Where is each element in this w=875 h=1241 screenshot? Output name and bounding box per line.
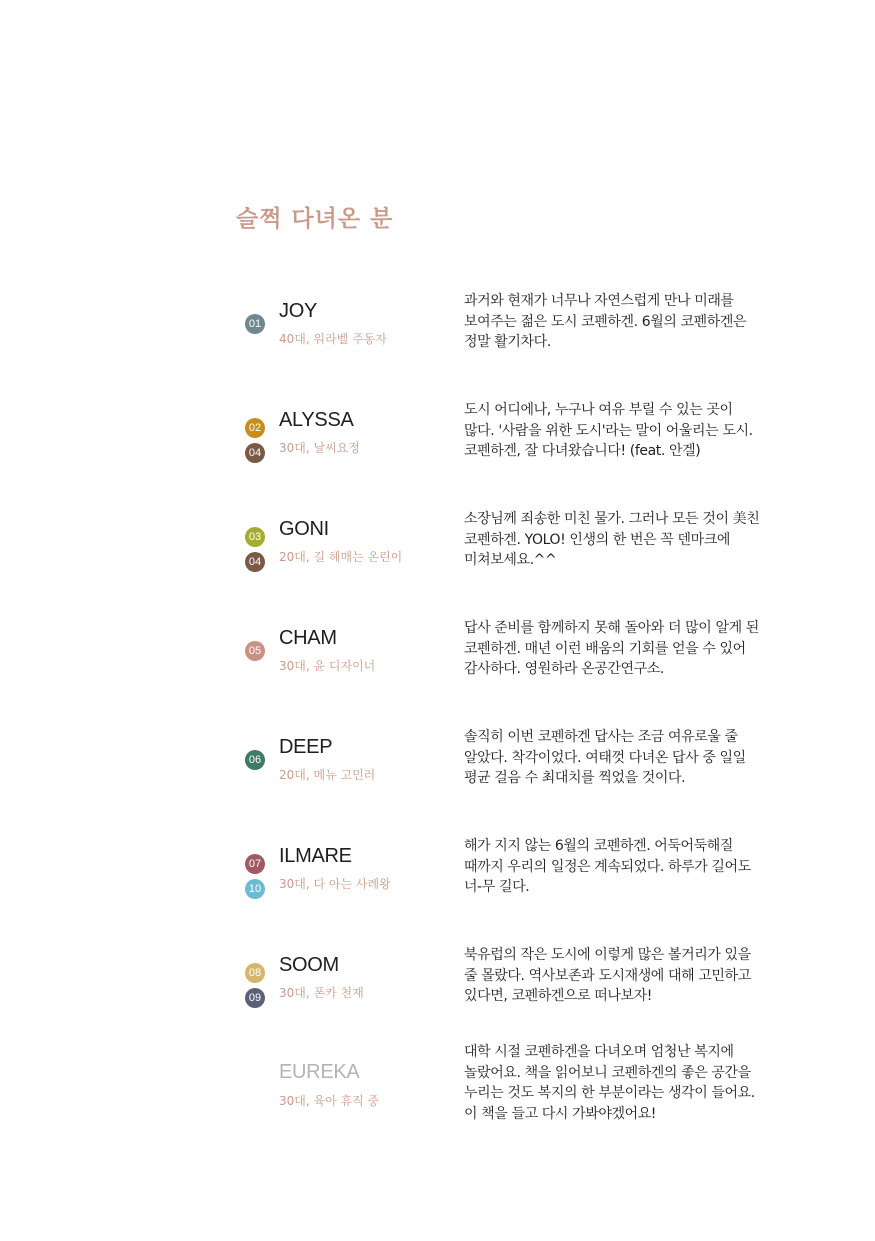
reviewer-subtitle: 30대, 윤 디자이너	[279, 659, 376, 673]
reviewer-quote: 대학 시절 코펜하겐을 다녀오며 엄청난 복지에 놀랐어요. 책을 읽어보니 코펜하겐의 좋은 공간을 누리는 것도 복지의 한 부분이라는 생각이 들어요. 이 책을 들고 다시 가봐야겠어요!	[464, 1044, 755, 1122]
reviewer-subtitle: 30대, 날씨요정	[279, 441, 360, 455]
reviewer-quote: 솔직히 이번 코펜하겐 답사는 조금 여유로울 줄 알았다. 착각이었다. 여태껏 다녀온 답사 중 일일 평균 걸음 수 최대치를 찍었을 것이다.	[464, 729, 746, 786]
reviewer-subtitle: 30대, 폰카 천재	[279, 986, 364, 1000]
reviewer-quote: 해가 지지 않는 6월의 코펜하겐. 어둑어둑해질 때까지 우리의 일정은 계속되었다. 하루가 길어도 너-무 길다.	[464, 838, 751, 895]
reviewer-subtitle: 20대, 메뉴 고민러	[279, 768, 376, 782]
reviewer-entry	[0, 833, 875, 913]
reviewer-subtitle: 40대, 워라벨 주동자	[279, 332, 387, 346]
reviewer-subtitle: 30대, 육아 휴직 중	[279, 1094, 380, 1108]
reviewer-name: EUREKA	[279, 1061, 360, 1083]
number-badge: 10	[245, 879, 265, 899]
reviewer-entry	[0, 615, 875, 695]
reviewer-name: JOY	[279, 300, 317, 322]
reviewer-name: ILMARE	[279, 845, 352, 867]
reviewer-name: GONI	[279, 518, 329, 540]
reviewer-name: SOOM	[279, 954, 339, 976]
reviewer-entry	[0, 288, 875, 368]
number-badge: 03	[245, 527, 265, 547]
reviewer-name: DEEP	[279, 736, 333, 758]
number-badge: 08	[245, 963, 265, 983]
reviewer-quote: 소장님께 죄송한 미친 물가. 그러나 모든 것이 美친 코펜하겐. YOLO! 인생의 한 번은 꼭 덴마크에 미쳐보세요.^^	[464, 511, 760, 568]
number-badge: 06	[245, 750, 265, 770]
number-badge: 05	[245, 641, 265, 661]
page-title: 슬쩍 다녀온 분	[236, 206, 394, 232]
reviewer-quote: 도시 어디에나, 누구나 여유 부릴 수 있는 곳이 많다. '사람을 위한 도시'라는 말이 어울리는 도시. 코펜하겐, 잘 다녀왔습니다! (feat. 안겔)	[464, 402, 753, 459]
reviewer-entry	[0, 1042, 875, 1122]
number-badge: 01	[245, 314, 265, 334]
number-badge: 07	[245, 854, 265, 874]
number-badge: 04	[245, 443, 265, 463]
reviewer-quote: 답사 준비를 함께하지 못해 돌아와 더 많이 알게 된 코펜하겐. 매년 이런 배움의 기회를 얻을 수 있어 감사하다. 영원하라 온공간연구소.	[464, 620, 759, 677]
reviewer-quote: 과거와 현재가 너무나 자연스럽게 만나 미래를 보여주는 젊은 도시 코펜하겐. 6월의 코펜하겐은 정말 활기차다.	[464, 293, 747, 350]
reviewer-subtitle: 20대, 길 헤매는 온린이	[279, 550, 403, 564]
number-badge: 04	[245, 552, 265, 572]
reviewer-subtitle: 30대, 다 아는 사례왕	[279, 877, 391, 891]
reviewer-name: CHAM	[279, 627, 337, 649]
reviewer-quote: 북유럽의 작은 도시에 이렇게 많은 볼거리가 있을 줄 몰랐다. 역사보존과 도시재생에 대해 고민하고 있다면, 코펜하겐으로 떠나보자!	[464, 947, 751, 1004]
reviewer-entry	[0, 506, 875, 586]
number-badge: 02	[245, 418, 265, 438]
reviewer-name: ALYSSA	[279, 409, 354, 431]
reviewer-entry	[0, 942, 875, 1022]
number-badge: 09	[245, 988, 265, 1008]
reviewer-entry	[0, 724, 875, 804]
reviewer-entry	[0, 397, 875, 477]
